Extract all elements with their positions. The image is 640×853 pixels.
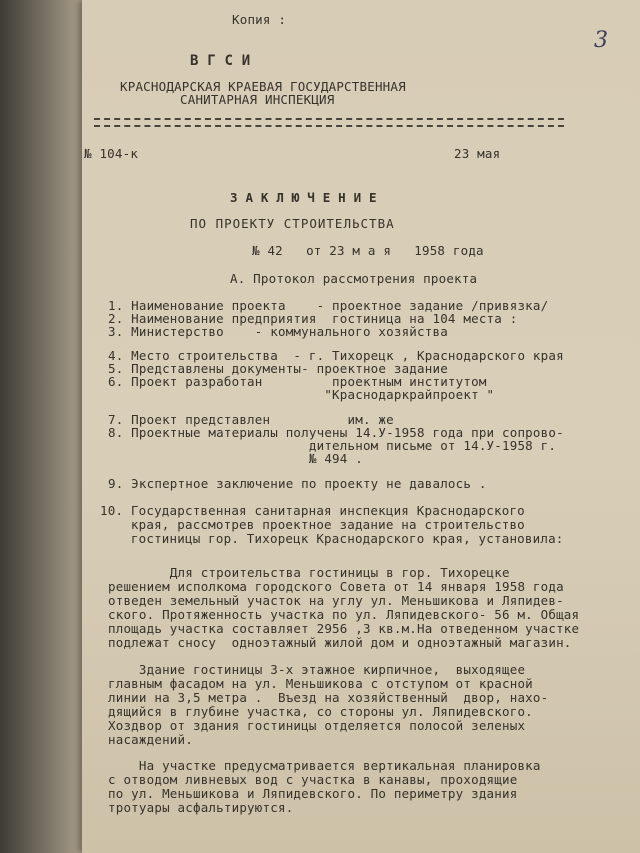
copy-label: Копия : [232, 12, 287, 27]
list-item: дительном письме от 14.У-1958 г. [108, 438, 557, 453]
list-item: 4. Место строительства - г. Тихорецк , Краснодарского края [108, 348, 564, 363]
paragraph-line: по ул. Меньшикова и Ляпидевского. По периметру здания [108, 786, 518, 801]
list-item: 7. Проект представлен им. же [108, 412, 394, 427]
list-item: "Краснодаркрайпроект " [108, 387, 495, 402]
paragraph-line: отведен земельный участок на углу ул. Меньшикова и Ляпидев- [108, 593, 564, 608]
list-item: гостиницы гор. Тихорецк Краснодарского края, установила: [100, 531, 564, 546]
paragraph-line: линии на 3,5 метра . Въезд на хозяйственный двор, нахо- [108, 690, 549, 705]
paragraph-line: с отводом ливневых вод с участка в канавы, проходящие [108, 772, 518, 787]
paragraph-line: площадь участка составляет 2956 ,3 кв.м.На отведенном участке [108, 621, 580, 636]
list-item: края, рассмотрев проектное задание на строительство [100, 517, 525, 532]
list-item: 5. Представлены документы- проектное задание [108, 361, 448, 376]
conclusion-number: № 42 от 23 м а я 1958 года [252, 243, 484, 258]
org-name-line1: КРАСНОДАРСКАЯ КРАЕВАЯ ГОСУДАРСТВЕННАЯ [120, 79, 406, 94]
list-item: № 494 . [108, 451, 363, 466]
paragraph-line: Для строительства гостиницы в гор. Тихорецке [108, 565, 510, 580]
section-heading: А. Протокол рассмотрения проекта [230, 271, 478, 286]
list-item: 3. Министерство - коммунального хозяйства [108, 324, 448, 339]
paragraph-line: На участке предусматривается вертикальная планировка [108, 758, 541, 773]
paragraph-line: Хоздвор от здания гостиницы отделяется полосой зеленых [108, 718, 526, 733]
document-subtitle: ПО ПРОЕКТУ СТРОИТЕЛЬСТВА [190, 216, 395, 231]
list-item: 10. Государственная санитарная инспекция Краснодарского [100, 503, 525, 518]
list-item: 2. Наименование предприятия гостиница на 104 места : [108, 311, 518, 326]
registration-date: 23 мая [454, 146, 501, 161]
separator-rule-bottom [94, 125, 564, 127]
document-title: З А К Л Ю Ч Е Н И Е [230, 190, 377, 205]
paragraph-line: ского. Протяженность участка по ул. Ляпидевского- 56 м. Общая [108, 607, 580, 622]
left-page-edge [0, 0, 92, 853]
paragraph-line: решением исполкома городского Совета от 14 января 1958 года [108, 579, 564, 594]
list-item: 6. Проект разработан проектным институтом [108, 374, 487, 389]
org-name-line2: САНИТАРНАЯ ИНСПЕКЦИЯ [180, 92, 335, 107]
org-abbreviation: В Г С И [190, 53, 251, 69]
paragraph-line: главным фасадом на ул. Меньшикова с отступом от красной [108, 676, 533, 691]
list-item: 1. Наименование проекта - проектное задание /привязка/ [108, 298, 549, 313]
paragraph-line: дящийся в глубине участка, со стороны ул. Ляпидевского. [108, 704, 533, 719]
page-number: 3 [594, 28, 608, 53]
document-page [82, 0, 640, 853]
separator-rule-top [94, 118, 564, 120]
list-item: 9. Экспертное заключение по проекту не давалось . [108, 476, 487, 491]
list-item: 8. Проектные материалы получены 14.У-1958 года при сопрово- [108, 425, 564, 440]
paragraph-line: подлежат сносу одноэтажный жилой дом и одноэтажный магазин. [108, 635, 572, 650]
paragraph-line: насаждений. [108, 732, 193, 747]
paragraph-line: Здание гостиницы 3-х этажное кирпичное, выходящее [108, 662, 526, 677]
registration-number: № 104-к [84, 146, 139, 161]
paragraph-line: тротуары асфальтируются. [108, 800, 294, 815]
